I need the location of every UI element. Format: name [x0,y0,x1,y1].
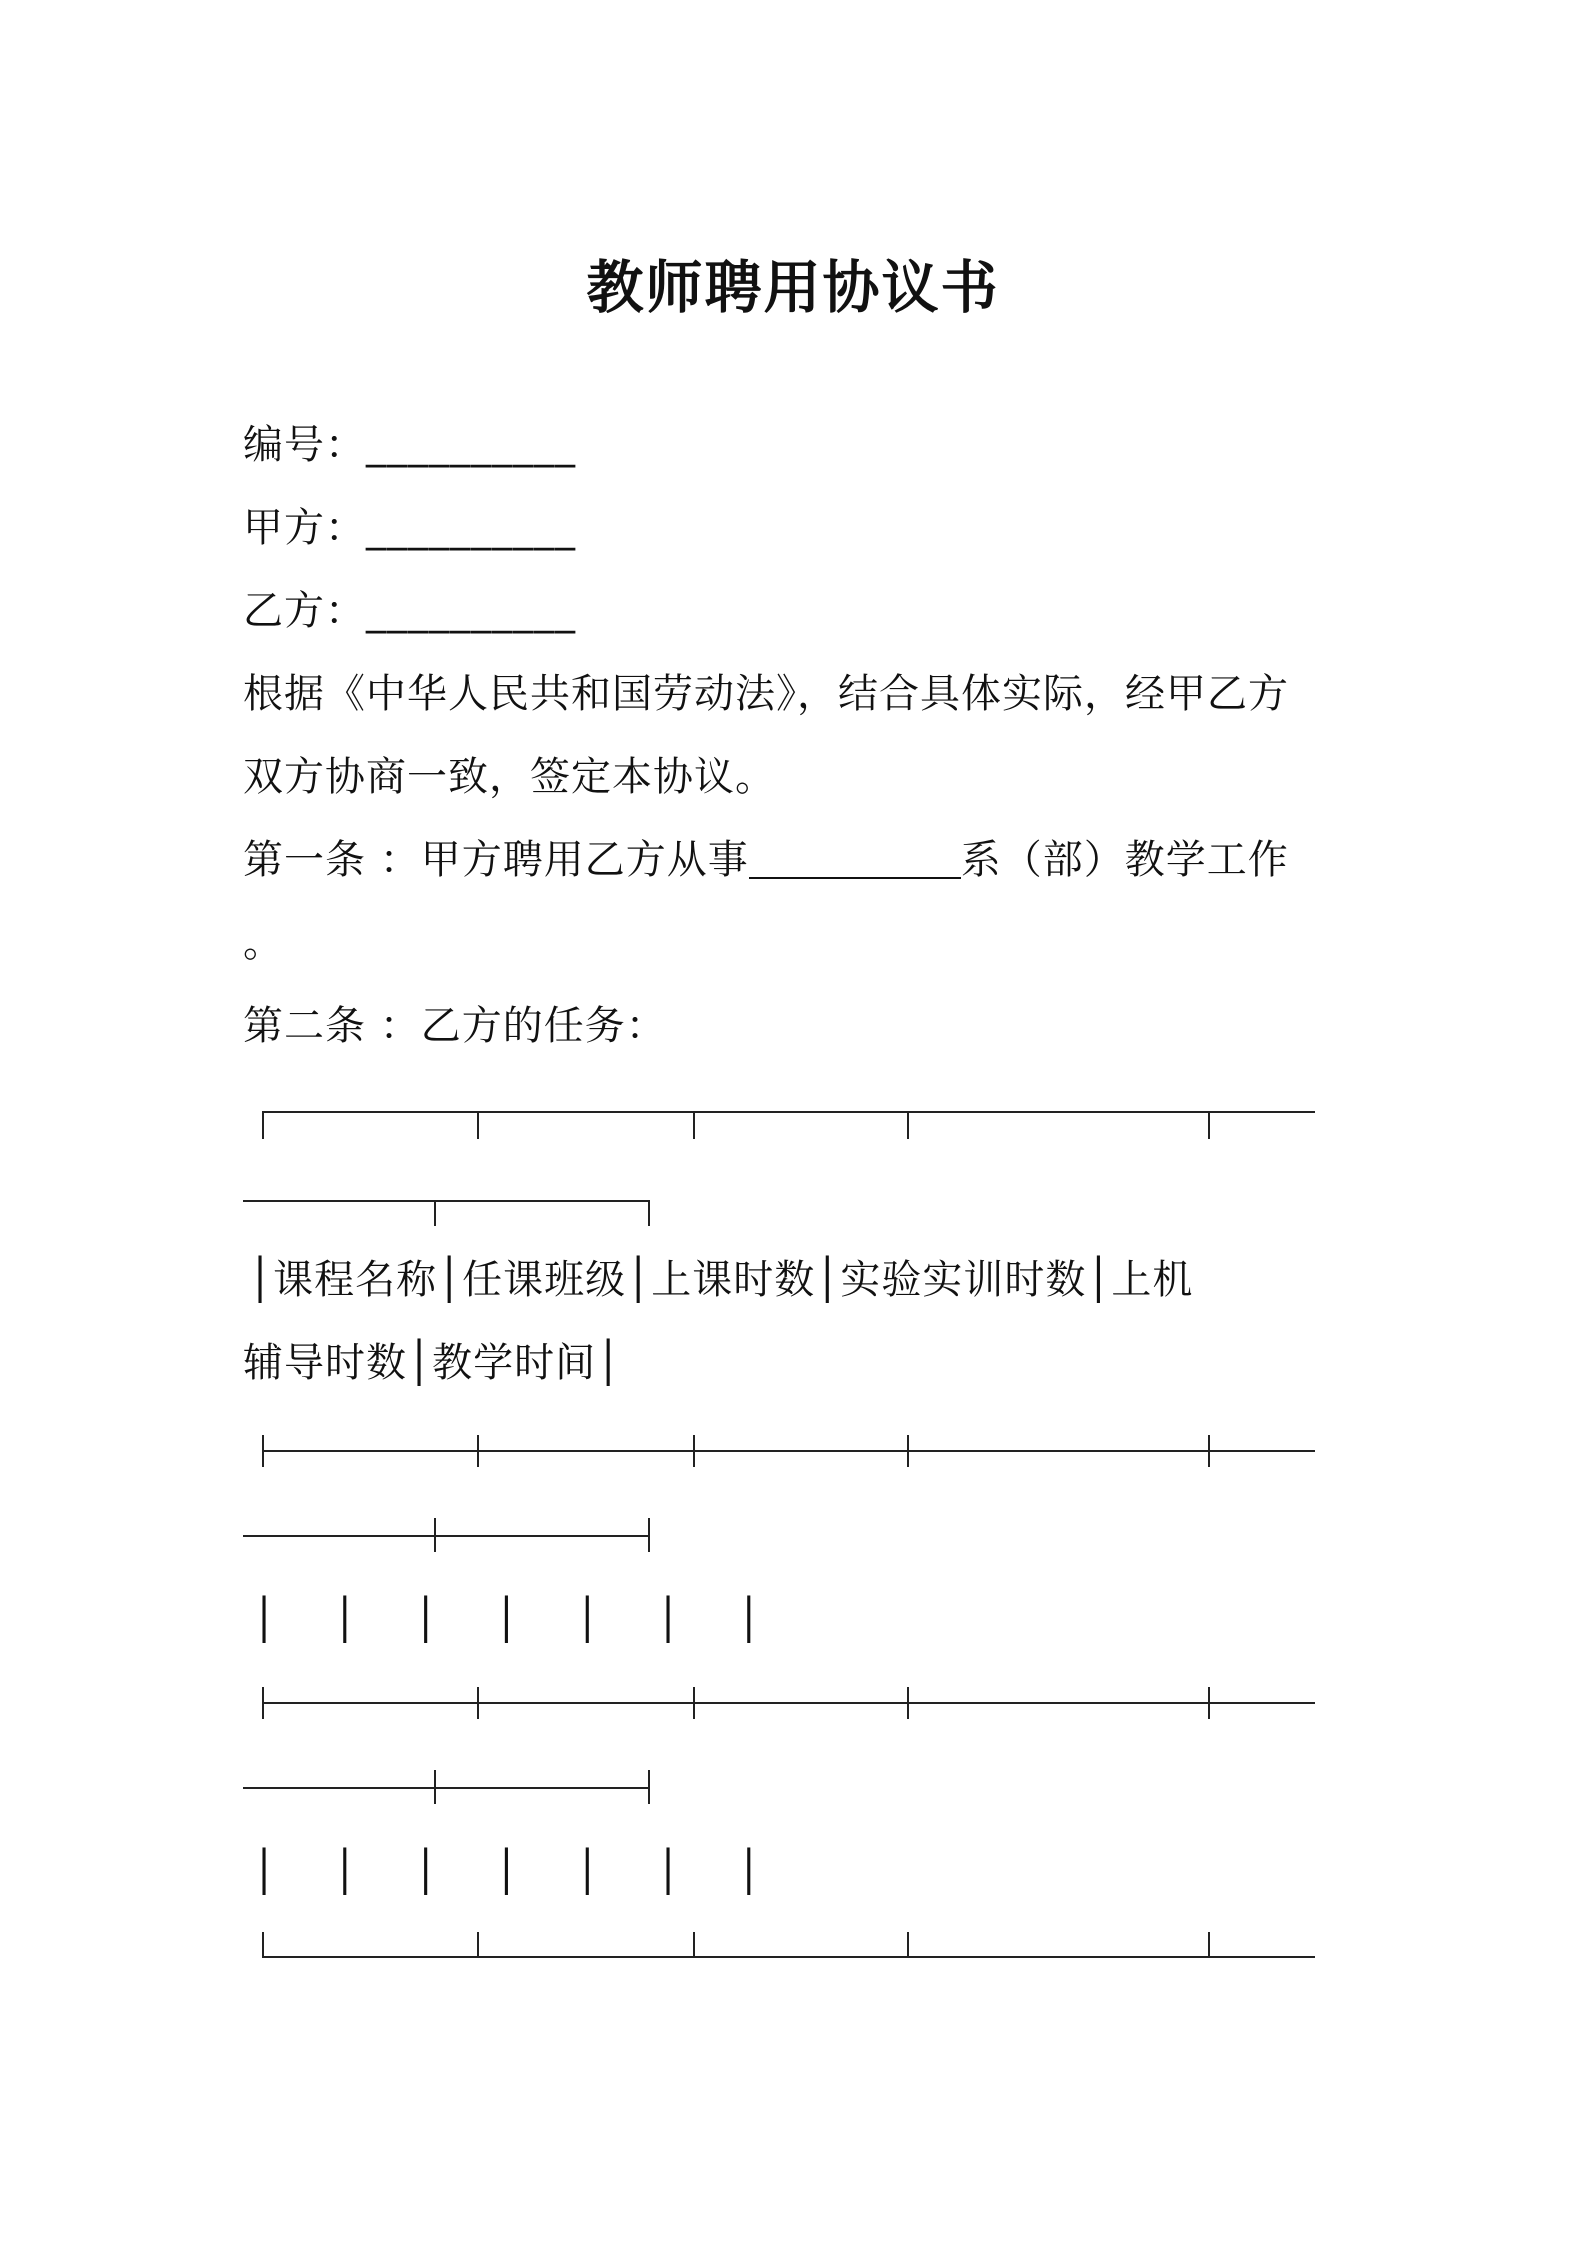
table-tick [262,1687,264,1719]
table-tick [262,1435,264,1467]
field-party-b [243,581,576,641]
table-top-rule-cont [243,1200,650,1202]
table-tick [907,1932,909,1958]
table-empty-row-2: │ │ │ │ │ │ │ [252,1849,783,1895]
table-tick [477,1111,479,1139]
table-tick [648,1518,650,1552]
table-tick [693,1687,695,1719]
table-tick [434,1518,436,1552]
table-tick [648,1770,650,1804]
table-tick [693,1435,695,1467]
field-number-blank[interactable]: __________ [366,422,576,468]
table-tick [434,1770,436,1804]
field-number-label: 编号： [243,422,366,468]
table-tick [693,1932,695,1958]
article-1-text-a: 第一条 ：甲方聘用乙方从事 [243,837,749,883]
field-party-a-blank[interactable]: __________ [366,505,576,551]
article-2-heading: 第二条 ：乙方的任务： [243,1003,667,1049]
field-party-a-label: 甲方： [243,505,366,551]
intro-line-1: 根据《中华人民共和国劳动法》，结合具体实际，经甲乙方 [243,671,1289,717]
field-party-b-blank[interactable]: __________ [366,588,576,634]
table-tick [907,1687,909,1719]
table-tick [477,1687,479,1719]
table-tick [477,1932,479,1958]
field-party-b-label: 乙方： [243,588,366,634]
table-tick [1208,1435,1210,1467]
table-tick [262,1932,264,1958]
table-tick [648,1200,650,1226]
table-tick [693,1111,695,1139]
article-1-text-b: 系（部）教学工作 [960,837,1289,883]
table-header-line-2: 辅导时数│教学时间│ [243,1340,622,1386]
table-tick [1208,1932,1210,1958]
field-number [243,415,576,475]
table-tick [1208,1111,1210,1139]
table-tick [477,1435,479,1467]
table-header-line-1: │课程名称│任课班级│上课时数│实验实训时数│上机 [248,1257,1194,1303]
table-tick [907,1111,909,1139]
table-separator-2 [262,1702,1315,1704]
document-title: 教师聘用协议书 [586,255,1000,321]
table-separator-1-cont [243,1535,650,1537]
table-tick [262,1111,264,1139]
table-tick [434,1200,436,1226]
intro-line-2: 双方协商一致，签定本协议。 [243,754,776,800]
article-1-line-1 [243,830,1289,890]
field-party-a [243,498,576,558]
table-separator-2-cont [243,1787,650,1789]
table-empty-row-1: │ │ │ │ │ │ │ [252,1597,783,1643]
table-bottom-rule [262,1956,1315,1958]
table-tick [907,1435,909,1467]
table-separator-1 [262,1450,1315,1452]
table-tick [1208,1687,1210,1719]
article-1-line-2: 。 [243,920,284,966]
article-1-blank[interactable] [749,841,961,879]
table-top-rule [262,1111,1315,1113]
